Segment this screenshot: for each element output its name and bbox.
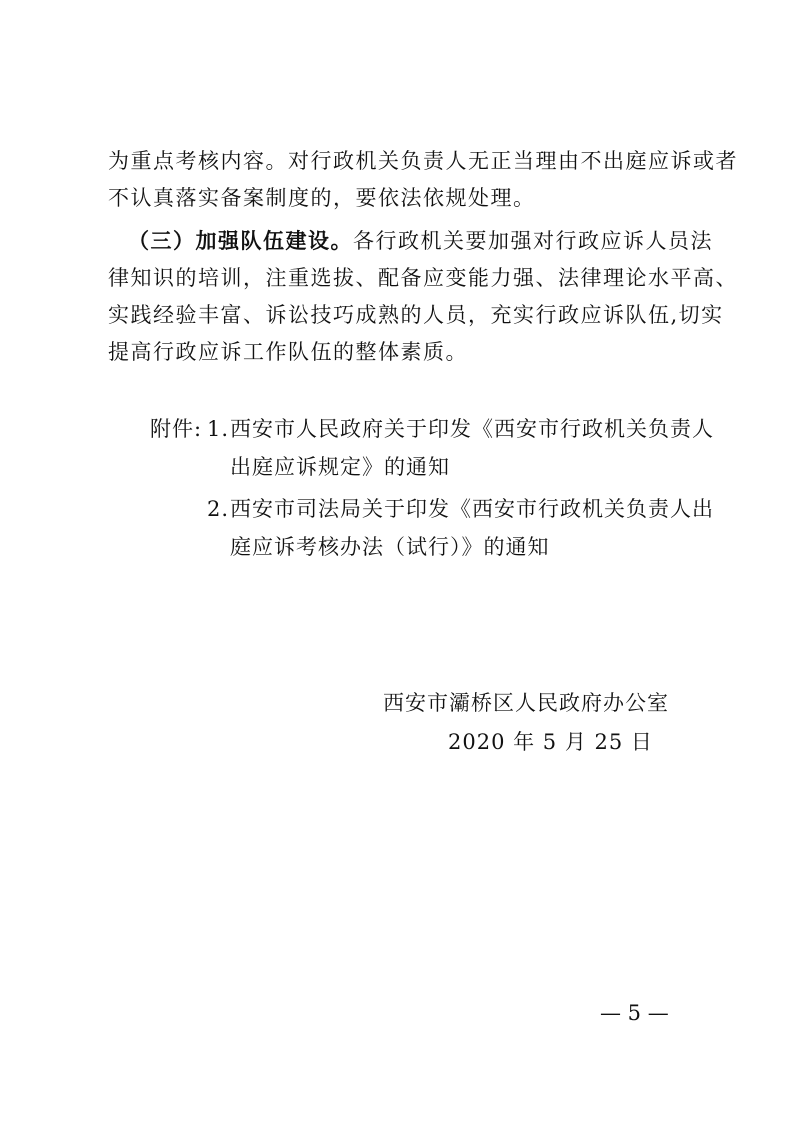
section-paragraph-first-line bbox=[128, 226, 713, 256]
attachment-title-line: 西安市人民政府关于印发《西安市行政机关负责人 bbox=[230, 417, 714, 441]
page-number: — 5 — bbox=[600, 1001, 669, 1025]
issuing-office: 西安市灞桥区人民政府办公室 bbox=[383, 691, 669, 715]
body-line: 为重点考核内容。对行政机关负责人无正当理由不出庭应诉或者 bbox=[108, 149, 738, 173]
body-line: 律知识的培训，注重选拔、配备应变能力强、法律理论水平高、 bbox=[108, 266, 738, 290]
attachment-number: 2. bbox=[207, 497, 230, 521]
attachment-label: 附件: bbox=[150, 417, 203, 441]
section-text: 各行政机关要加强对行政应诉人员法 bbox=[353, 229, 713, 253]
attachment-number: 1. bbox=[207, 417, 230, 441]
attachment-title-line: 西安市司法局关于印发《西安市行政机关负责人出 bbox=[230, 497, 714, 521]
attachment-title-line: 庭应诉考核办法（试行）》的通知 bbox=[230, 535, 550, 559]
attachment-title-line: 出庭应诉规定》的通知 bbox=[230, 455, 450, 479]
body-line: 实践经验丰富、诉讼技巧成熟的人员，充实行政应诉队伍,切实 bbox=[108, 303, 724, 327]
section-heading: （三）加强队伍建设。 bbox=[128, 228, 353, 253]
issue-date: 2020 年 5 月 25 日 bbox=[448, 730, 653, 754]
body-line: 提高行政应诉工作队伍的整体素质。 bbox=[108, 340, 468, 364]
body-line: 不认真落实备案制度的，要依法依规处理。 bbox=[108, 186, 536, 210]
